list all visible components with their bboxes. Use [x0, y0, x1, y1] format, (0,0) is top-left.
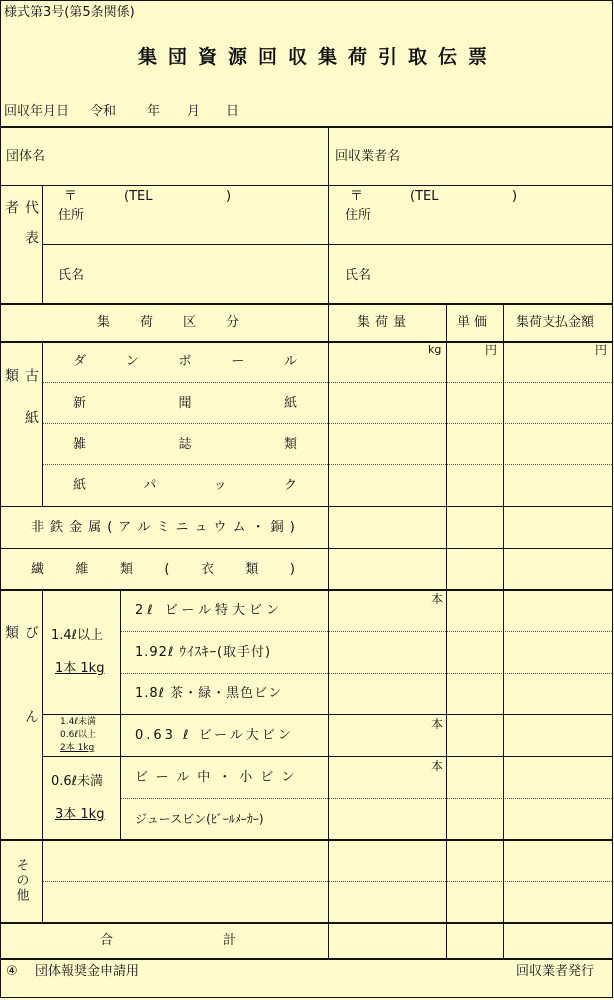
paper-group-label — [3, 368, 39, 480]
char: ー — [231, 354, 245, 369]
line — [0, 303, 612, 305]
bottle-item-1-8l: 1.8ℓ 茶・緑・黒色ビン — [135, 686, 283, 701]
payment-column-input[interactable] — [507, 358, 607, 953]
group-name-field[interactable] — [60, 130, 322, 182]
group-name-label: 団体名 — [6, 149, 46, 164]
unit-bottle-large: 本 — [431, 592, 444, 606]
collector-rep-name-label: 氏名 — [345, 268, 372, 283]
char: ッ — [213, 478, 227, 493]
paper-item-cardboard — [73, 355, 297, 368]
line — [0, 185, 612, 186]
form-number: 様式第3号(第5条関係) — [4, 5, 135, 20]
char: ク — [283, 478, 297, 493]
line — [328, 303, 329, 958]
unit-kg: kg — [428, 343, 442, 356]
char: 誌 — [178, 437, 192, 452]
char: 雑 — [73, 437, 87, 452]
mid-bottle-rate: 2本 1kg — [60, 743, 95, 753]
char: ン — [125, 354, 139, 369]
weight-header: 集荷量 — [357, 315, 412, 330]
form-title: 集団資源回収集荷引取伝票 — [138, 46, 499, 68]
mid-bottle-size1: 1.4ℓ未満 — [60, 717, 97, 727]
small-bottle-rate: 3本 1kg — [55, 807, 105, 822]
char: ル — [283, 354, 297, 369]
char: パ — [143, 478, 157, 493]
line — [328, 126, 329, 303]
collector-name-label: 回収業者名 — [335, 149, 401, 164]
group-rep-name-field[interactable] — [95, 250, 323, 298]
group-tel-open: (TEL — [124, 189, 153, 204]
day-unit: 日 — [226, 104, 240, 119]
group-rep-name-label: 氏名 — [58, 268, 85, 283]
group-postal-mark: 〒 — [64, 189, 78, 204]
bottle-item-juice: ジュースビン(ﾋﾞｰﾙﾒｰｶｰ) — [135, 812, 264, 826]
bottle-item-whisky: 1.92ℓ ｳｲｽｷｰ(取手付) — [135, 645, 272, 660]
other-group-label — [12, 858, 30, 908]
unit-yen-price: 円 — [485, 343, 498, 357]
bottle-item-2l-beer: 2ℓ ビール特大ビン — [135, 603, 283, 618]
line — [0, 958, 612, 960]
representative-label-text: 代表者 — [3, 200, 39, 260]
representative-label — [3, 200, 39, 286]
date-label: 回収年月日 — [4, 104, 70, 119]
group-tel-close: ) — [226, 189, 232, 204]
line — [42, 185, 43, 303]
char: ボ — [178, 354, 192, 369]
textile-row: 繊 維 類 ( 衣 類 ) — [31, 562, 295, 577]
payment-header: 集荷支払金額 — [516, 315, 595, 330]
char: 紙 — [283, 396, 297, 411]
collector-rep-name-field[interactable] — [382, 250, 606, 298]
char: 聞 — [178, 396, 192, 411]
collector-address-field[interactable] — [382, 205, 606, 239]
unit-bottle-mid: 本 — [431, 717, 444, 731]
collector-postal-mark: 〒 — [350, 189, 364, 204]
bottle-group-label-text: びん類 — [3, 625, 39, 793]
small-bottle-size: 0.6ℓ未満 — [51, 774, 104, 789]
unit-price-column-input[interactable] — [450, 358, 500, 918]
unit-yen-payment: 円 — [595, 343, 608, 357]
paper-group-label-text: 古紙類 — [3, 368, 39, 452]
total-label: 合計 — [100, 933, 347, 948]
copy-purpose: 団体報奨金申請用 — [35, 964, 140, 979]
large-bottle-size: 1.4ℓ以上 — [51, 628, 104, 643]
line — [120, 589, 121, 839]
other-item-field-1[interactable] — [46, 843, 324, 878]
line — [446, 303, 447, 958]
paper-item-magazine — [73, 438, 297, 451]
group-address-label: 住所 — [58, 208, 85, 223]
other-group-label-text: その他 — [13, 858, 29, 903]
year-unit: 年 — [147, 104, 161, 119]
bottle-group-label — [3, 625, 39, 807]
line — [42, 589, 43, 922]
copy-number: ④ — [6, 964, 18, 979]
bottle-item-063l-beer: 0.63 ℓ ビール大ビン — [135, 728, 294, 743]
char: ダ — [73, 354, 87, 369]
month-unit: 月 — [187, 104, 201, 119]
collector-name-field[interactable] — [415, 130, 605, 182]
line — [503, 303, 504, 958]
large-bottle-rate: 1本 1kg — [55, 661, 105, 676]
category-header: 集荷区分 — [97, 315, 270, 330]
group-address-field[interactable] — [95, 205, 323, 239]
weight-column-input[interactable] — [332, 358, 442, 918]
line — [42, 244, 612, 245]
bottle-item-small-beer: ビール中・小ビン — [135, 770, 303, 785]
line — [0, 341, 612, 343]
other-item-field-2[interactable] — [46, 885, 324, 919]
char: 類 — [283, 437, 297, 452]
nonferrous-metal-row: 非 鉄 金 属 ( ア ル ミ ニ ュ ウ ム ・ 銅 ) — [31, 520, 295, 535]
unit-bottle-small: 本 — [431, 759, 444, 773]
era-label: 令和 — [90, 104, 117, 119]
issuer-label: 回収業者発行 — [516, 964, 595, 979]
line — [42, 341, 43, 506]
char: 紙 — [73, 478, 87, 493]
unit-price-header: 単価 — [457, 315, 492, 330]
char: 新 — [73, 396, 87, 411]
collector-tel-close: ) — [512, 189, 518, 204]
paper-item-newspaper — [73, 397, 297, 410]
line — [0, 126, 612, 128]
mid-bottle-size2: 0.6ℓ以上 — [60, 730, 97, 740]
collector-address-label: 住所 — [345, 208, 372, 223]
paper-item-carton — [73, 479, 297, 492]
collector-tel-open: (TEL — [410, 189, 439, 204]
